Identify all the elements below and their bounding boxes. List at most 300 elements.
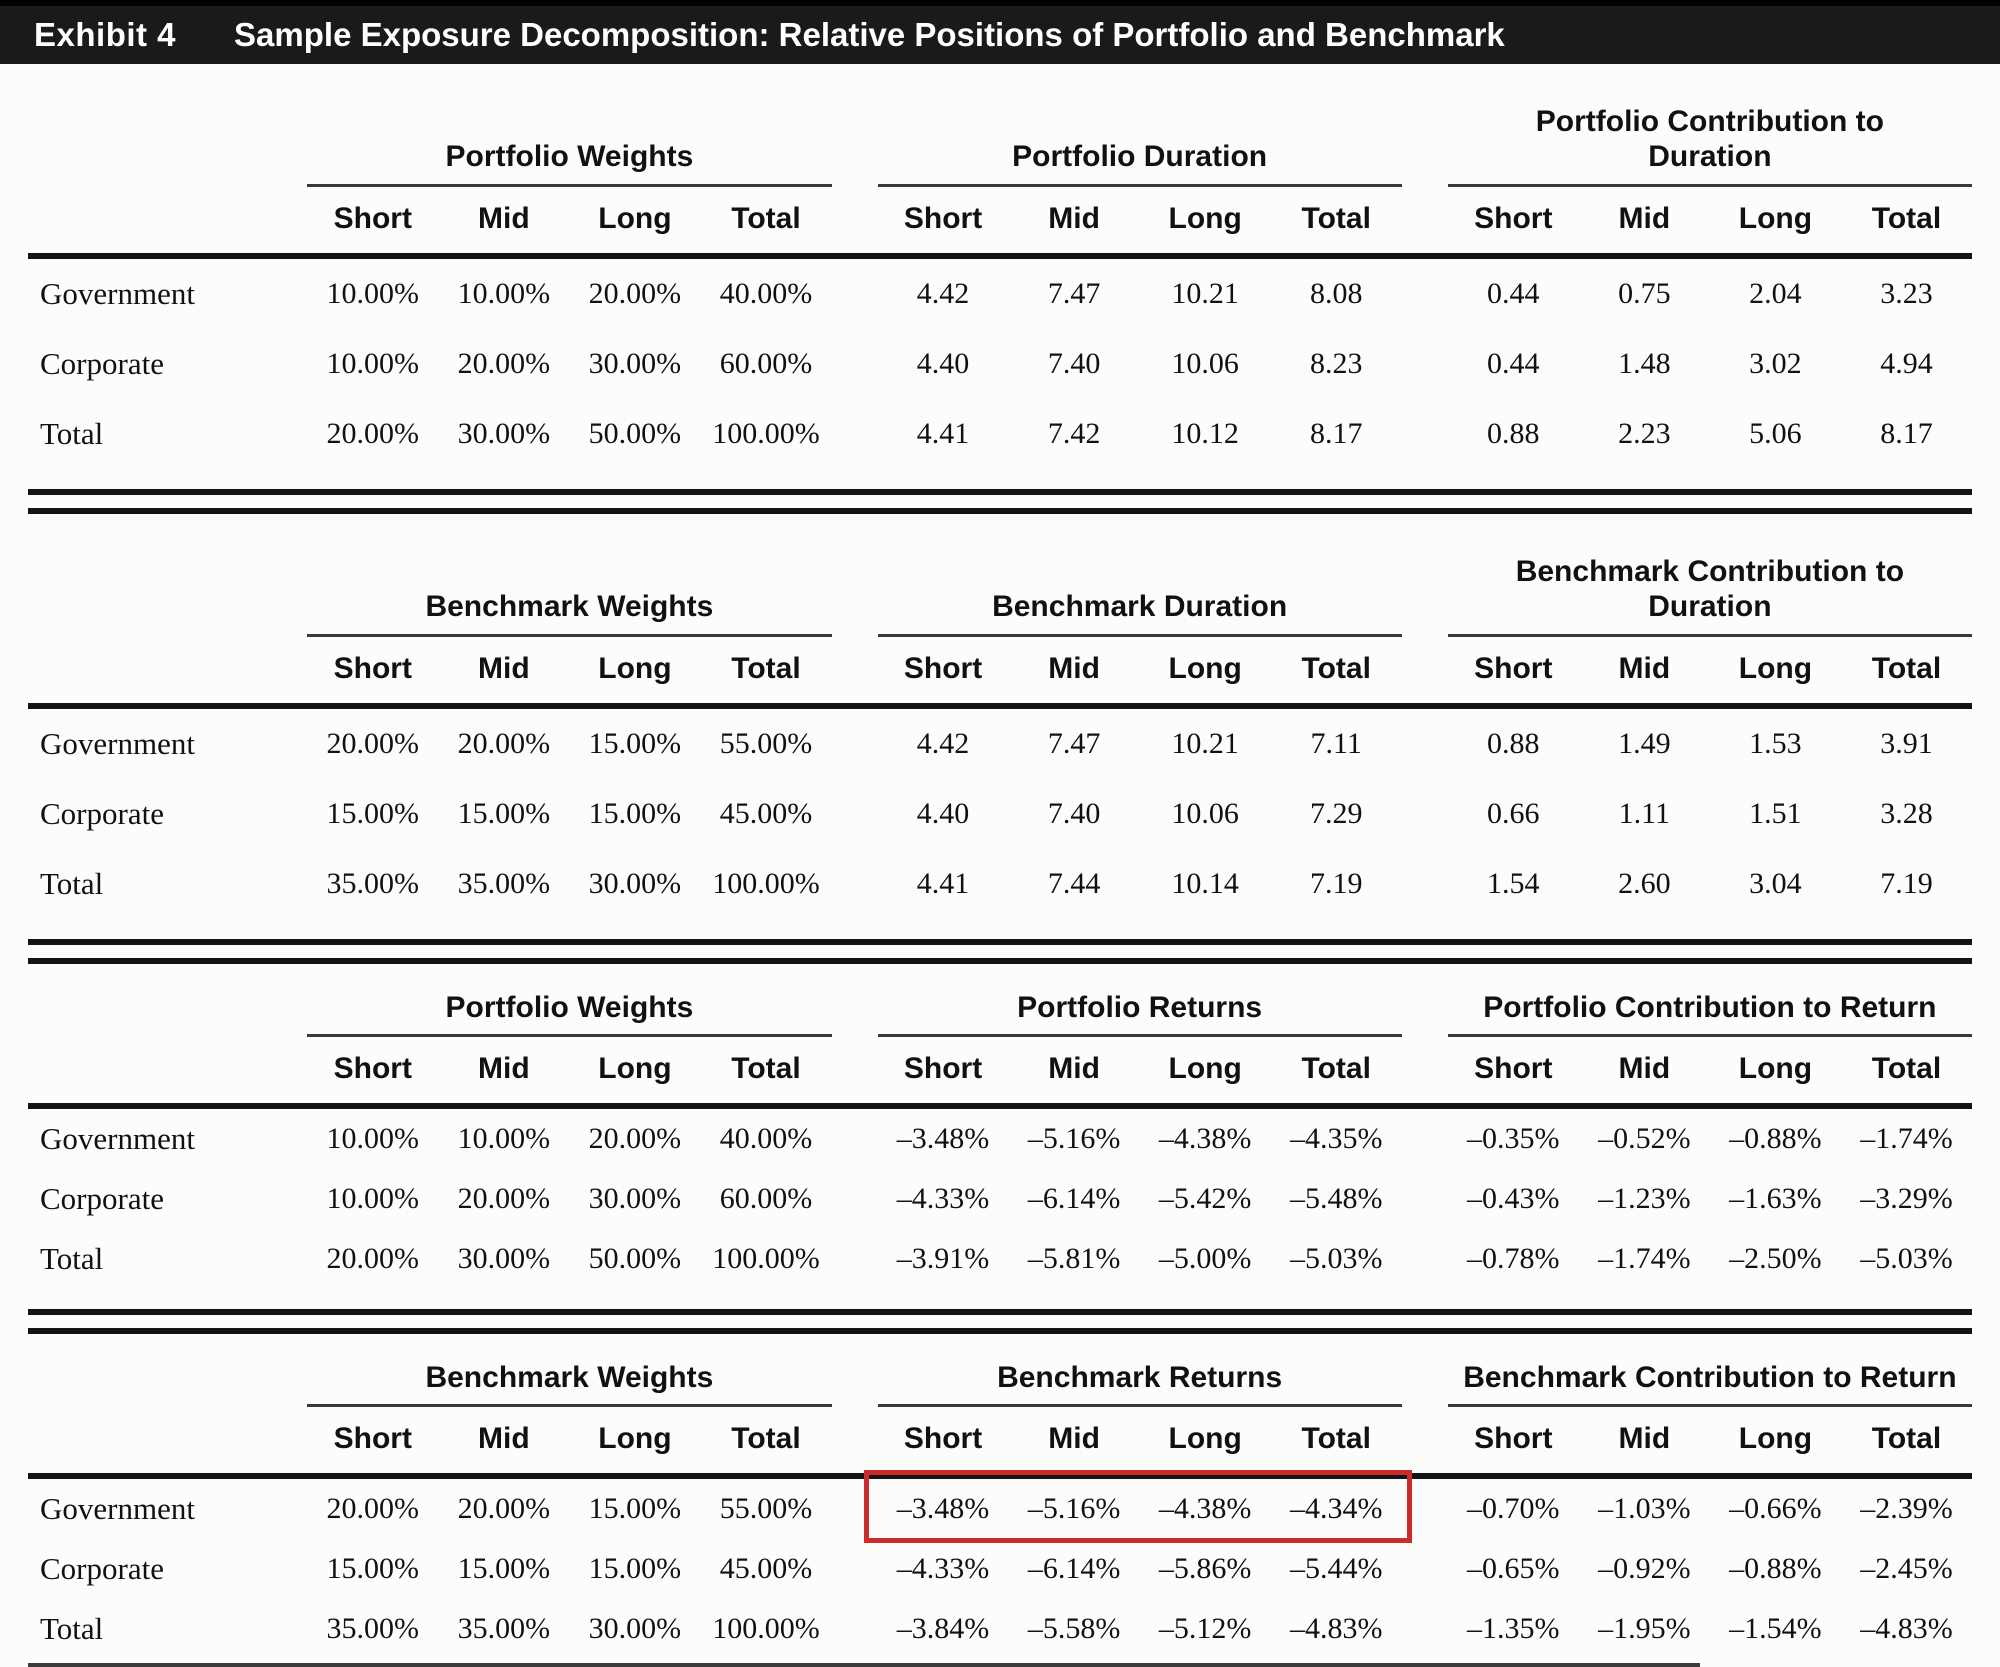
row-label-spacer [28,1407,261,1456]
column-header: Mid [1618,1051,1671,1085]
data-cell: 7.40 [1047,346,1101,380]
data-cell: 1.53 [1749,726,1802,760]
data-cell: –0.66% [1729,1492,1822,1526]
group-title: Portfolio Weights [445,990,694,1024]
data-cell: 10.00% [457,276,551,310]
table-section-2 [0,514,2000,964]
table-row [28,1479,1972,1539]
column-header: Long [598,1422,672,1456]
data-cell: 10.00% [326,1181,420,1215]
row-group-3 [1448,1612,1972,1646]
subheader-row [28,1407,1972,1456]
subheader-group-1 [307,1407,831,1456]
data-cell: –1.03% [1598,1492,1691,1526]
row-label: Corporate [40,1551,164,1587]
column-header: Mid [478,1422,530,1456]
row-group-3 [1448,1122,1972,1156]
column-header: Mid [1048,1051,1100,1085]
group-1 [307,1360,831,1407]
data-cell: 1.51 [1749,796,1802,830]
column-header: Total [1301,1051,1371,1085]
data-cell: 60.00% [719,1181,813,1215]
data-cell: 100.00% [712,1612,820,1646]
data-cell: 8.08 [1309,276,1363,310]
data-cell: –0.92% [1598,1552,1691,1586]
group-3 [1448,104,1972,187]
data-cell: 2.60 [1618,866,1671,900]
table-row [28,1169,1972,1229]
exhibit-title-bar [0,0,2000,64]
data-cell: 0.75 [1618,276,1671,310]
column-header: Total [1301,651,1371,685]
row-group-2 [878,797,1402,831]
column-header: Mid [478,651,530,685]
column-header: Mid [1618,1422,1671,1456]
table-row [28,1109,1972,1169]
group-header-row [28,1360,1972,1407]
data-cell: –5.58% [1027,1612,1121,1646]
column-header: Long [598,1051,672,1085]
column-header: Short [1474,1422,1553,1456]
row-group-3 [1448,1552,1972,1586]
data-cell: 4.40 [916,796,970,830]
data-cell: –4.33% [896,1181,990,1215]
data-cell: 35.00% [326,1612,420,1646]
data-cell: –3.91% [896,1241,990,1275]
data-cell: 7.44 [1047,866,1101,900]
group-2 [878,990,1402,1037]
row-group-2 [878,1182,1402,1216]
data-cell: 100.00% [712,866,820,900]
data-cell: 20.00% [326,1241,420,1275]
column-header: Long [1738,651,1813,685]
data-cell: –1.35% [1467,1612,1560,1646]
subheader-group-1 [307,1037,831,1086]
data-cell: –1.54% [1729,1612,1822,1646]
data-cell: 4.41 [916,866,970,900]
row-group-2 [878,1552,1402,1586]
data-cell: 7.19 [1309,866,1363,900]
row-group-1 [307,867,831,901]
row-group-1 [307,1552,831,1586]
subheader-group-3 [1448,1037,1972,1086]
data-cell: –1.95% [1598,1612,1691,1646]
data-cell: 10.00% [326,276,420,310]
row-group-3 [1448,277,1972,311]
group-title: Portfolio Contribution to Return [1483,990,1937,1024]
column-header: Short [333,1422,412,1456]
data-cell: 15.00% [457,796,551,830]
data-cell: –1.74% [1860,1121,1953,1155]
data-cell: –0.78% [1467,1241,1560,1275]
row-group-1 [307,727,831,761]
data-cell: 4.94 [1880,346,1933,380]
data-cell: –5.16% [1027,1121,1121,1155]
column-header: Total [731,201,801,235]
data-cell: 3.28 [1880,796,1933,830]
table-row [28,329,1972,399]
data-cell: 10.00% [457,1121,551,1155]
table-section-3 [0,964,2000,1334]
row-group-3 [1448,867,1972,901]
group-title: Portfolio Returns [1017,990,1263,1024]
column-header: Long [1168,651,1242,685]
column-header: Total [1871,201,1942,235]
data-cell: 10.06 [1171,346,1239,380]
column-header: Short [903,1051,983,1085]
column-header: Long [1168,201,1242,235]
group-1 [307,139,831,186]
data-cell: 8.17 [1880,416,1933,450]
column-header: Total [1301,201,1371,235]
row-group-2 [878,417,1402,451]
table-row [28,399,1972,469]
data-cell: –2.50% [1729,1241,1822,1275]
data-cell: 50.00% [588,416,682,450]
group-1 [307,990,831,1037]
row-group-1 [307,1612,831,1646]
row-group-1 [307,1492,831,1526]
data-cell: 35.00% [457,1612,551,1646]
data-cell: 15.00% [457,1552,551,1586]
data-cell: 4.42 [916,276,970,310]
data-cell: 4.42 [916,726,970,760]
row-group-1 [307,347,831,381]
table-row [28,709,1972,779]
row-group-3 [1448,417,1972,451]
data-cell: –5.86% [1158,1552,1252,1586]
data-cell: 10.00% [326,1121,420,1155]
data-cell: –5.81% [1027,1241,1121,1275]
data-cell: –0.43% [1467,1181,1560,1215]
data-cell: –5.03% [1860,1241,1953,1275]
data-cell: –4.33% [896,1552,990,1586]
data-cell: –5.12% [1158,1612,1252,1646]
row-group-2 [878,867,1402,901]
data-cell: 3.02 [1749,346,1802,380]
data-cell: 20.00% [326,1492,420,1526]
subheader-row [28,637,1972,686]
row-group-1 [307,797,831,831]
section-end-rule [28,1309,1972,1315]
column-header: Mid [1048,651,1100,685]
column-header: Long [598,201,672,235]
group-2 [878,139,1402,186]
data-cell: 1.48 [1618,346,1671,380]
data-cell: 60.00% [719,346,813,380]
data-cell: –4.35% [1289,1121,1383,1155]
column-header: Total [731,1051,801,1085]
data-cell: 40.00% [719,276,813,310]
table-row [28,1229,1972,1289]
column-header: Short [1474,651,1553,685]
group-title: Portfolio Contribution to Duration [1535,105,1884,174]
group-title: Benchmark Duration [992,590,1288,624]
group-3 [1448,1360,1972,1407]
subheader-group-3 [1448,187,1972,236]
data-cell: 1.54 [1487,866,1540,900]
table-section-1 [0,64,2000,514]
subheader-group-2 [878,187,1402,236]
data-cell: 7.40 [1047,796,1101,830]
table-section-4 [0,1334,2000,1667]
exhibit-title: Sample Exposure Decomposition: Relative Positions of Portfolio and Benchmark [234,16,1505,53]
row-group-1 [307,417,831,451]
data-cell: 8.17 [1309,416,1363,450]
table-row [28,779,1972,849]
exhibit-number: Exhibit 4 [34,16,177,53]
column-header: Short [1474,1051,1553,1085]
data-cell: 10.21 [1171,726,1239,760]
section-end-rule [28,939,1972,945]
row-label: Total [40,1240,104,1276]
row-group-3 [1448,727,1972,761]
group-header-row [28,554,1972,637]
group-title: Benchmark Contribution to Return [1463,1360,1957,1394]
column-header: Total [731,1422,801,1456]
data-cell: 55.00% [719,1492,813,1526]
column-header: Short [333,201,412,235]
row-group-2 [878,277,1402,311]
data-cell: –0.65% [1467,1552,1560,1586]
column-header: Total [1871,1051,1942,1085]
data-cell: –5.03% [1289,1241,1383,1275]
row-group-3 [1448,1182,1972,1216]
row-label: Total [40,415,104,451]
data-cell: –3.84% [896,1612,990,1646]
column-header: Long [1738,1051,1813,1085]
data-cell: 40.00% [719,1121,813,1155]
row-label: Total [40,1611,104,1647]
column-header: Short [1474,201,1553,235]
column-header: Short [903,651,983,685]
data-cell: –3.48% [896,1492,990,1526]
data-cell: 4.41 [916,416,970,450]
data-cell: 20.00% [588,1121,682,1155]
data-cell: –0.70% [1467,1492,1560,1526]
data-cell: 20.00% [588,276,682,310]
data-cell: 0.44 [1487,276,1540,310]
data-cell: 0.66 [1487,796,1540,830]
subheader-group-1 [307,187,831,236]
data-cell: 15.00% [588,796,682,830]
row-group-2 [878,1492,1402,1526]
data-cell: –2.45% [1860,1552,1953,1586]
row-group-1 [307,1182,831,1216]
data-cell: 2.23 [1618,416,1671,450]
row-group-3 [1448,1242,1972,1276]
data-cell: 7.47 [1047,276,1101,310]
data-cell: –4.83% [1860,1612,1953,1646]
column-header: Short [903,1422,983,1456]
data-cell: 7.29 [1309,796,1363,830]
column-header: Short [333,651,412,685]
data-cell: 15.00% [588,1552,682,1586]
data-cell: 35.00% [457,866,551,900]
group-3 [1448,554,1972,637]
data-cell: –4.83% [1289,1612,1383,1646]
data-cell: –5.48% [1289,1181,1383,1215]
data-cell: 15.00% [588,1492,682,1526]
column-header: Mid [1048,201,1100,235]
data-cell: 35.00% [326,866,420,900]
column-header: Short [333,1051,412,1085]
row-group-2 [878,1122,1402,1156]
data-cell: 1.11 [1618,796,1671,830]
row-label-spacer [28,637,261,686]
data-cell: –0.35% [1467,1121,1560,1155]
exhibit-tables [0,64,2000,1667]
data-cell: 10.12 [1171,416,1239,450]
row-group-2 [878,727,1402,761]
table-row [28,1539,1972,1599]
column-header: Mid [1618,201,1671,235]
column-header: Total [1871,651,1942,685]
data-cell: –3.29% [1860,1181,1953,1215]
data-cell: 20.00% [457,726,551,760]
data-cell: 0.44 [1487,346,1540,380]
group-2 [878,1360,1402,1407]
subheader-group-2 [878,637,1402,686]
group-title: Portfolio Weights [445,140,694,174]
data-cell: –6.14% [1027,1181,1121,1215]
data-cell: 0.88 [1487,416,1540,450]
data-cell: 20.00% [457,1181,551,1215]
data-cell: 30.00% [588,346,682,380]
data-cell: –5.16% [1027,1492,1121,1526]
data-cell: 5.06 [1749,416,1802,450]
data-cell: –5.42% [1158,1181,1252,1215]
row-group-1 [307,1122,831,1156]
group-title: Benchmark Weights [425,1360,714,1394]
column-header: Long [1168,1051,1242,1085]
group-header-row [28,990,1972,1037]
data-cell: 10.21 [1171,276,1239,310]
data-cell: 45.00% [719,1552,813,1586]
column-header: Long [1168,1422,1242,1456]
group-title: Benchmark Returns [997,1360,1283,1394]
data-cell: 15.00% [326,796,420,830]
row-group-2 [878,1242,1402,1276]
row-group-3 [1448,347,1972,381]
row-label: Government [40,275,195,311]
subheader-group-3 [1448,1407,1972,1456]
group-header-row [28,104,1972,187]
subheader-group-1 [307,637,831,686]
data-cell: 30.00% [588,1612,682,1646]
column-header: Total [731,651,801,685]
column-header: Mid [478,201,530,235]
group-title: Portfolio Duration [1012,140,1268,174]
column-header: Mid [1048,1422,1100,1456]
subheader-group-2 [878,1037,1402,1086]
bottom-cut-rule [28,1663,1700,1667]
data-cell: 10.00% [326,346,420,380]
data-cell: –2.39% [1860,1492,1953,1526]
column-header: Total [1871,1422,1942,1456]
row-label: Corporate [40,795,164,831]
group-title: Benchmark Contribution to Duration [1515,554,1905,624]
data-cell: –1.23% [1598,1181,1691,1215]
data-cell: 2.04 [1749,276,1802,310]
data-cell: –1.74% [1598,1241,1691,1275]
row-group-1 [307,277,831,311]
data-cell: 20.00% [457,1492,551,1526]
group-1 [307,589,831,636]
data-cell: 100.00% [712,416,820,450]
data-cell: 30.00% [588,866,682,900]
row-label-spacer [28,1037,261,1086]
column-header: Mid [1618,651,1671,685]
column-header: Mid [478,1051,530,1085]
row-group-2 [878,1612,1402,1646]
group-2 [878,589,1402,636]
data-cell: 30.00% [457,416,551,450]
subheader-group-2 [878,1407,1402,1456]
section-end-rule [28,489,1972,495]
row-group-1 [307,1242,831,1276]
data-cell: –4.38% [1158,1492,1252,1526]
column-header: Total [1301,1422,1371,1456]
data-cell: 7.11 [1310,726,1362,760]
row-label: Corporate [40,1180,164,1216]
data-cell: 20.00% [326,726,420,760]
data-cell: 20.00% [326,416,420,450]
data-cell: 7.42 [1047,416,1101,450]
subheader-row [28,187,1972,236]
row-group-2 [878,347,1402,381]
data-cell: 30.00% [457,1241,551,1275]
data-cell: –4.34% [1289,1492,1383,1526]
data-cell: 3.04 [1749,866,1802,900]
column-header: Long [1738,1422,1813,1456]
data-cell: 3.23 [1880,276,1933,310]
row-label-spacer [28,187,261,236]
data-cell: 20.00% [457,346,551,380]
row-label: Government [40,1491,195,1527]
row-group-3 [1448,797,1972,831]
data-cell: –0.52% [1598,1121,1691,1155]
data-cell: 30.00% [588,1181,682,1215]
subheader-row [28,1037,1972,1086]
data-cell: –5.44% [1289,1552,1383,1586]
data-cell: 1.49 [1618,726,1671,760]
data-cell: 10.14 [1171,866,1239,900]
column-header: Long [598,651,672,685]
data-cell: –3.48% [896,1121,990,1155]
column-header: Long [1738,201,1813,235]
data-cell: 55.00% [719,726,813,760]
subheader-group-3 [1448,637,1972,686]
row-label: Government [40,725,195,761]
group-3 [1448,990,1972,1037]
data-cell: –5.00% [1158,1241,1252,1275]
data-cell: 3.91 [1880,726,1933,760]
table-row [28,259,1972,329]
data-cell: 100.00% [712,1241,820,1275]
table-row [28,1599,1972,1659]
row-label: Corporate [40,345,164,381]
data-cell: 8.23 [1309,346,1363,380]
data-cell: –6.14% [1027,1552,1121,1586]
row-group-3 [1448,1492,1972,1526]
data-cell: 4.40 [916,346,970,380]
data-cell: –1.63% [1729,1181,1822,1215]
data-cell: –0.88% [1729,1552,1822,1586]
data-cell: 0.88 [1487,726,1540,760]
data-cell: 7.47 [1047,726,1101,760]
data-cell: 15.00% [588,726,682,760]
